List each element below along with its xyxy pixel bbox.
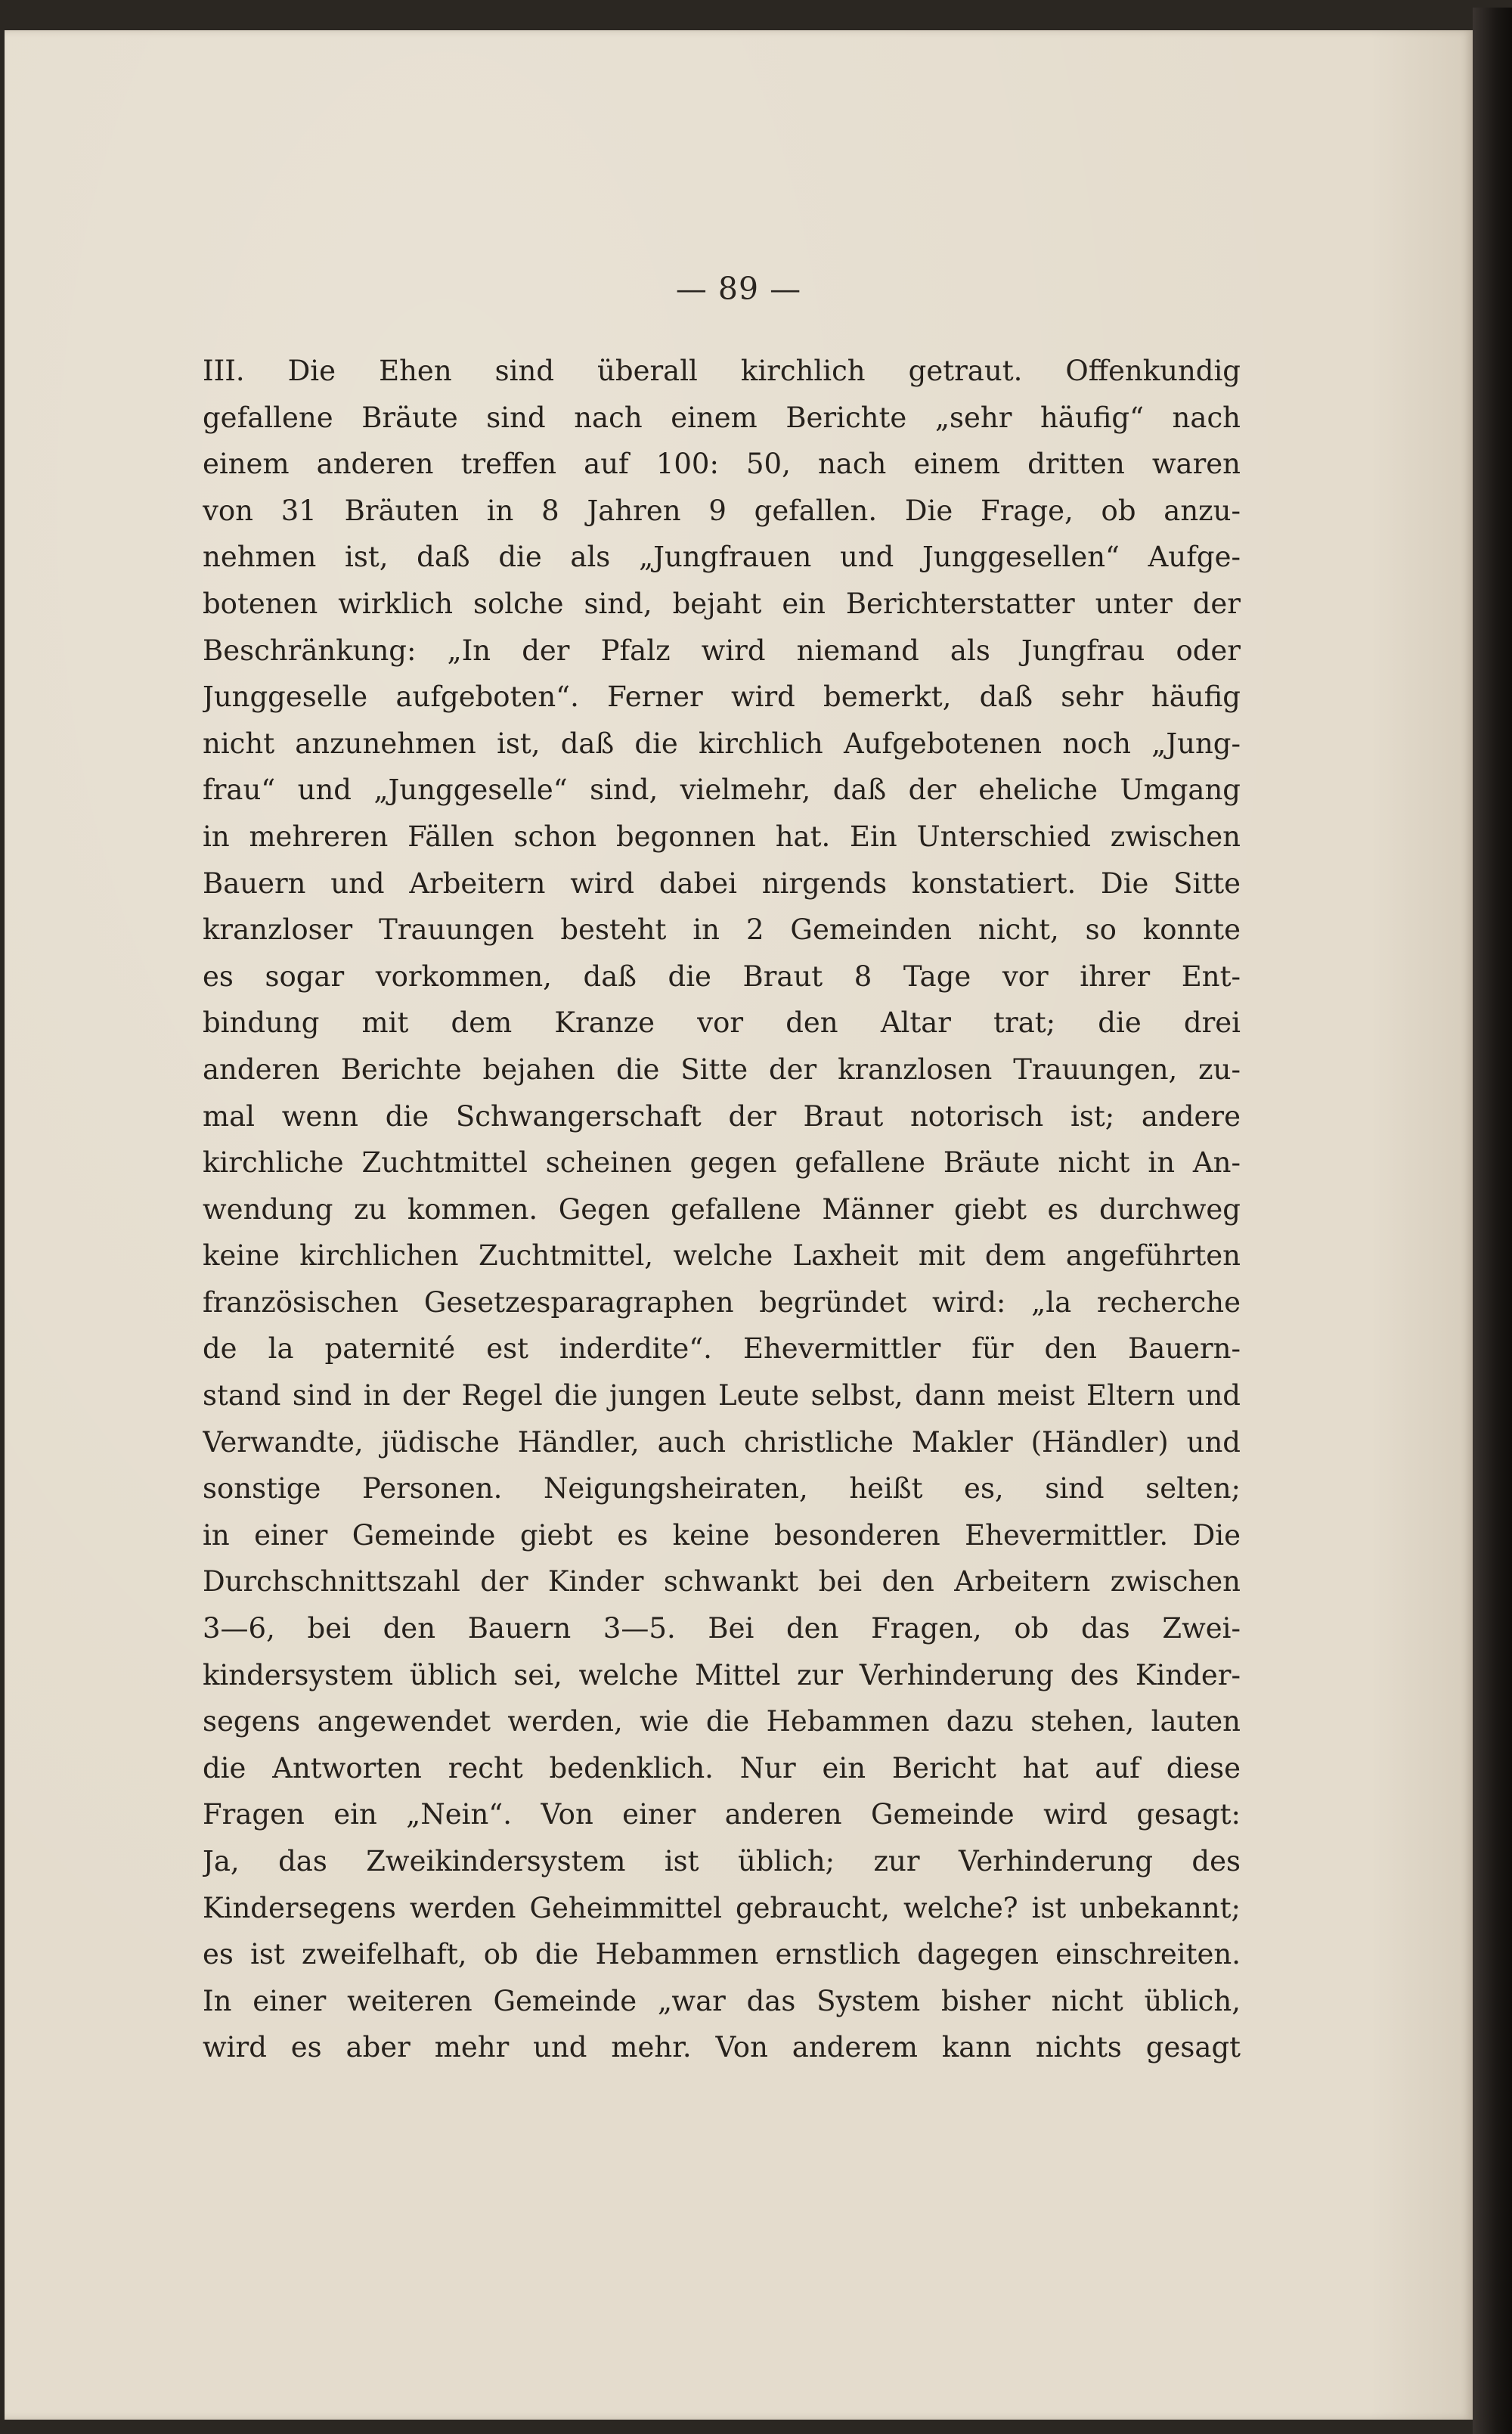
page-number: — 89 —	[675, 271, 802, 307]
text-line: Ja, das Zweikindersystem ist üblich; zur Verhinderung des	[203, 1845, 1241, 1877]
text-line: keine kirchlichen Zuchtmittel, welche Laxheit mit dem angeführten	[203, 1239, 1241, 1273]
text-line: III. Die Ehen sind überall kirchlich getraut. Offenkundig	[203, 355, 1241, 387]
text-line: in mehreren Fällen schon begonnen hat. Ein Unterschied zwischen	[203, 820, 1241, 853]
text-line: bindung mit dem Kranze vor den Altar trat; die drei	[203, 1006, 1241, 1040]
text-line: In einer weiteren Gemeinde „war das System bisher nicht üblich,	[203, 1984, 1241, 2017]
text-line: einem anderen treffen auf 100: 50, nach einem dritten waren	[203, 448, 1241, 481]
book-page	[5, 30, 1473, 2420]
text-line: stand sind in der Regel die jungen Leute selbst, dann meist Eltern und	[203, 1379, 1241, 1412]
text-line: wird es aber mehr und mehr. Von anderem kann nichts gesagt	[203, 2031, 1241, 2064]
text-line: Durchschnittszahl der Kinder schwankt bei den Arbeitern zwischen	[203, 1565, 1241, 1598]
text-line: Kindersegens werden Geheimmittel gebraucht, welche? ist unbekannt;	[203, 1891, 1241, 1924]
text-line: kirchliche Zuchtmittel scheinen gegen gefallene Bräute nicht in An-	[203, 1146, 1241, 1180]
text-line: Beschränkung: „In der Pfalz wird niemand als Jungfrau oder	[203, 634, 1241, 667]
text-line: nehmen ist, daß die als „Jungfrauen und Junggesellen“ Aufge-	[203, 541, 1241, 574]
book-page-edge	[1473, 8, 1512, 2434]
body-text	[203, 348, 1241, 2071]
text-line: anderen Berichte bejahen die Sitte der kranzlosen Trauungen, zu-	[203, 1053, 1241, 1086]
text-line: botenen wirklich solche sind, bejaht ein Berichterstatter unter der	[203, 587, 1241, 620]
text-line: frau“ und „Junggeselle“ sind, vielmehr, daß der eheliche Umgang	[203, 774, 1241, 807]
text-line: französischen Gesetzesparagraphen begründet wird: „la recherche	[203, 1285, 1241, 1319]
text-line: von 31 Bräuten in 8 Jahren 9 gefallen. Die Frage, ob anzu-	[203, 494, 1241, 527]
text-line: 3—6, bei den Bauern 3—5. Bei den Fragen, ob das Zwei-	[203, 1612, 1241, 1645]
text-line: wendung zu kommen. Gegen gefallene Männer giebt es durchweg	[203, 1192, 1241, 1226]
text-line: in einer Gemeinde giebt es keine besonderen Ehevermittler. Die	[203, 1518, 1241, 1552]
text-line: die Antworten recht bedenklich. Nur ein Bericht hat auf diese	[203, 1751, 1241, 1784]
text-line: nicht anzunehmen ist, daß die kirchlich Aufgebotenen noch „Jung-	[203, 727, 1241, 760]
text-line: Verwandte, jüdische Händler, auch christliche Makler (Händler) und	[203, 1425, 1241, 1459]
text-line: de la paternité est inderdite“. Ehevermittler für den Bauern-	[203, 1332, 1241, 1366]
text-line: Junggeselle aufgeboten“. Ferner wird bemerkt, daß sehr häufig	[203, 681, 1241, 714]
text-line: es sogar vorkommen, daß die Braut 8 Tage vor ihrer Ent-	[203, 960, 1241, 993]
text-line: kindersystem üblich sei, welche Mittel zur Verhinderung des Kinder-	[203, 1658, 1241, 1691]
text-line: gefallene Bräute sind nach einem Berichte „sehr häufig“ nach	[203, 401, 1241, 434]
text-line: segens angewendet werden, wie die Hebammen dazu stehen, lauten	[203, 1705, 1241, 1738]
text-line: Bauern und Arbeitern wird dabei nirgends konstatiert. Die Sitte	[203, 867, 1241, 900]
text-line: kranzloser Trauungen besteht in 2 Gemeinden nicht, so konnte	[203, 913, 1241, 947]
text-line: es ist zweifelhaft, ob die Hebammen ernstlich dagegen einschreiten.	[203, 1938, 1241, 1971]
text-line: sonstige Personen. Neigungsheiraten, heißt es, sind selten;	[203, 1472, 1241, 1505]
text-line: Fragen ein „Nein“. Von einer anderen Gemeinde wird gesagt:	[203, 1798, 1241, 1831]
text-line: mal wenn die Schwangerschaft der Braut notorisch ist; andere	[203, 1099, 1241, 1133]
